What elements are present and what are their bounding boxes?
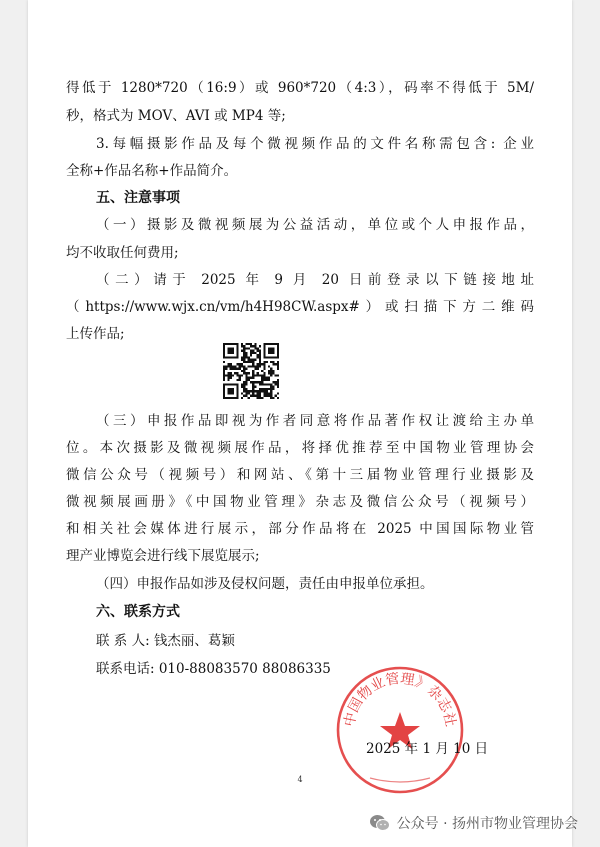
body-line: 得低于 1280*720（16:9）或 960*720（4:3），码率不得低于 5M/ <box>66 80 534 96</box>
body-line: 微视频展画册》《中国物业管理》杂志及微信公众号（视频号） <box>66 494 534 510</box>
body-line: 上传作品; <box>66 326 125 342</box>
document-date: 2025 年 1 月 10 日 <box>366 741 489 757</box>
footer-text: 公众号 · 扬州市物业管理协会 <box>396 816 578 832</box>
body-line: 3.每幅摄影作品及每个微视频作品的文件名称需包含: 企业 <box>96 136 534 152</box>
body-line: 均不收取任何费用; <box>66 245 179 261</box>
contact-person: 联 系 人: 钱杰丽、葛颖 <box>96 633 235 649</box>
wechat-icon <box>369 814 391 832</box>
body-line: 秒，格式为 MOV、AVI 或 MP4 等; <box>66 108 286 124</box>
body-line: （四）申报作品如涉及侵权问题，责任由申报单位承担。 <box>96 576 434 592</box>
body-line: （二）请于 2025 年 9 月 20 日前登录以下链接地址 <box>96 272 534 288</box>
body-line: （三）申报作品即视为作者同意将作品著作权让渡给主办单 <box>96 413 534 429</box>
section-heading: 六、联系方式 <box>96 604 180 620</box>
page-number: 4 <box>297 775 303 784</box>
seal-text: 中国物业管理》杂志社 <box>341 670 459 728</box>
body-line: 理产业博览会进行线下展览展示; <box>66 548 260 564</box>
contact-phone: 联系电话: 010-88083570 88086335 <box>96 661 331 677</box>
body-line: 微信公众号（视频号）和网站、《第十三届物业管理行业摄影及 <box>66 467 534 483</box>
watermark-footer <box>0 808 600 838</box>
body-line: 位。本次摄影及微视频展作品，将择优推荐至中国物业管理协会 <box>66 440 534 456</box>
body-line: 全称+作品名称+作品简介。 <box>66 163 238 179</box>
qr-code <box>223 343 279 399</box>
body-line: （一）摄影及微视频展为公益活动，单位或个人申报作品， <box>96 217 534 233</box>
body-line: 和相关社会媒体进行展示，部分作品将在 2025 中国国际物业管 <box>66 521 534 537</box>
body-line-link: （https://www.wjx.cn/vm/h4H98CW.aspx#）或扫描下方二维码 <box>66 299 534 315</box>
section-heading: 五、注意事项 <box>96 190 180 206</box>
